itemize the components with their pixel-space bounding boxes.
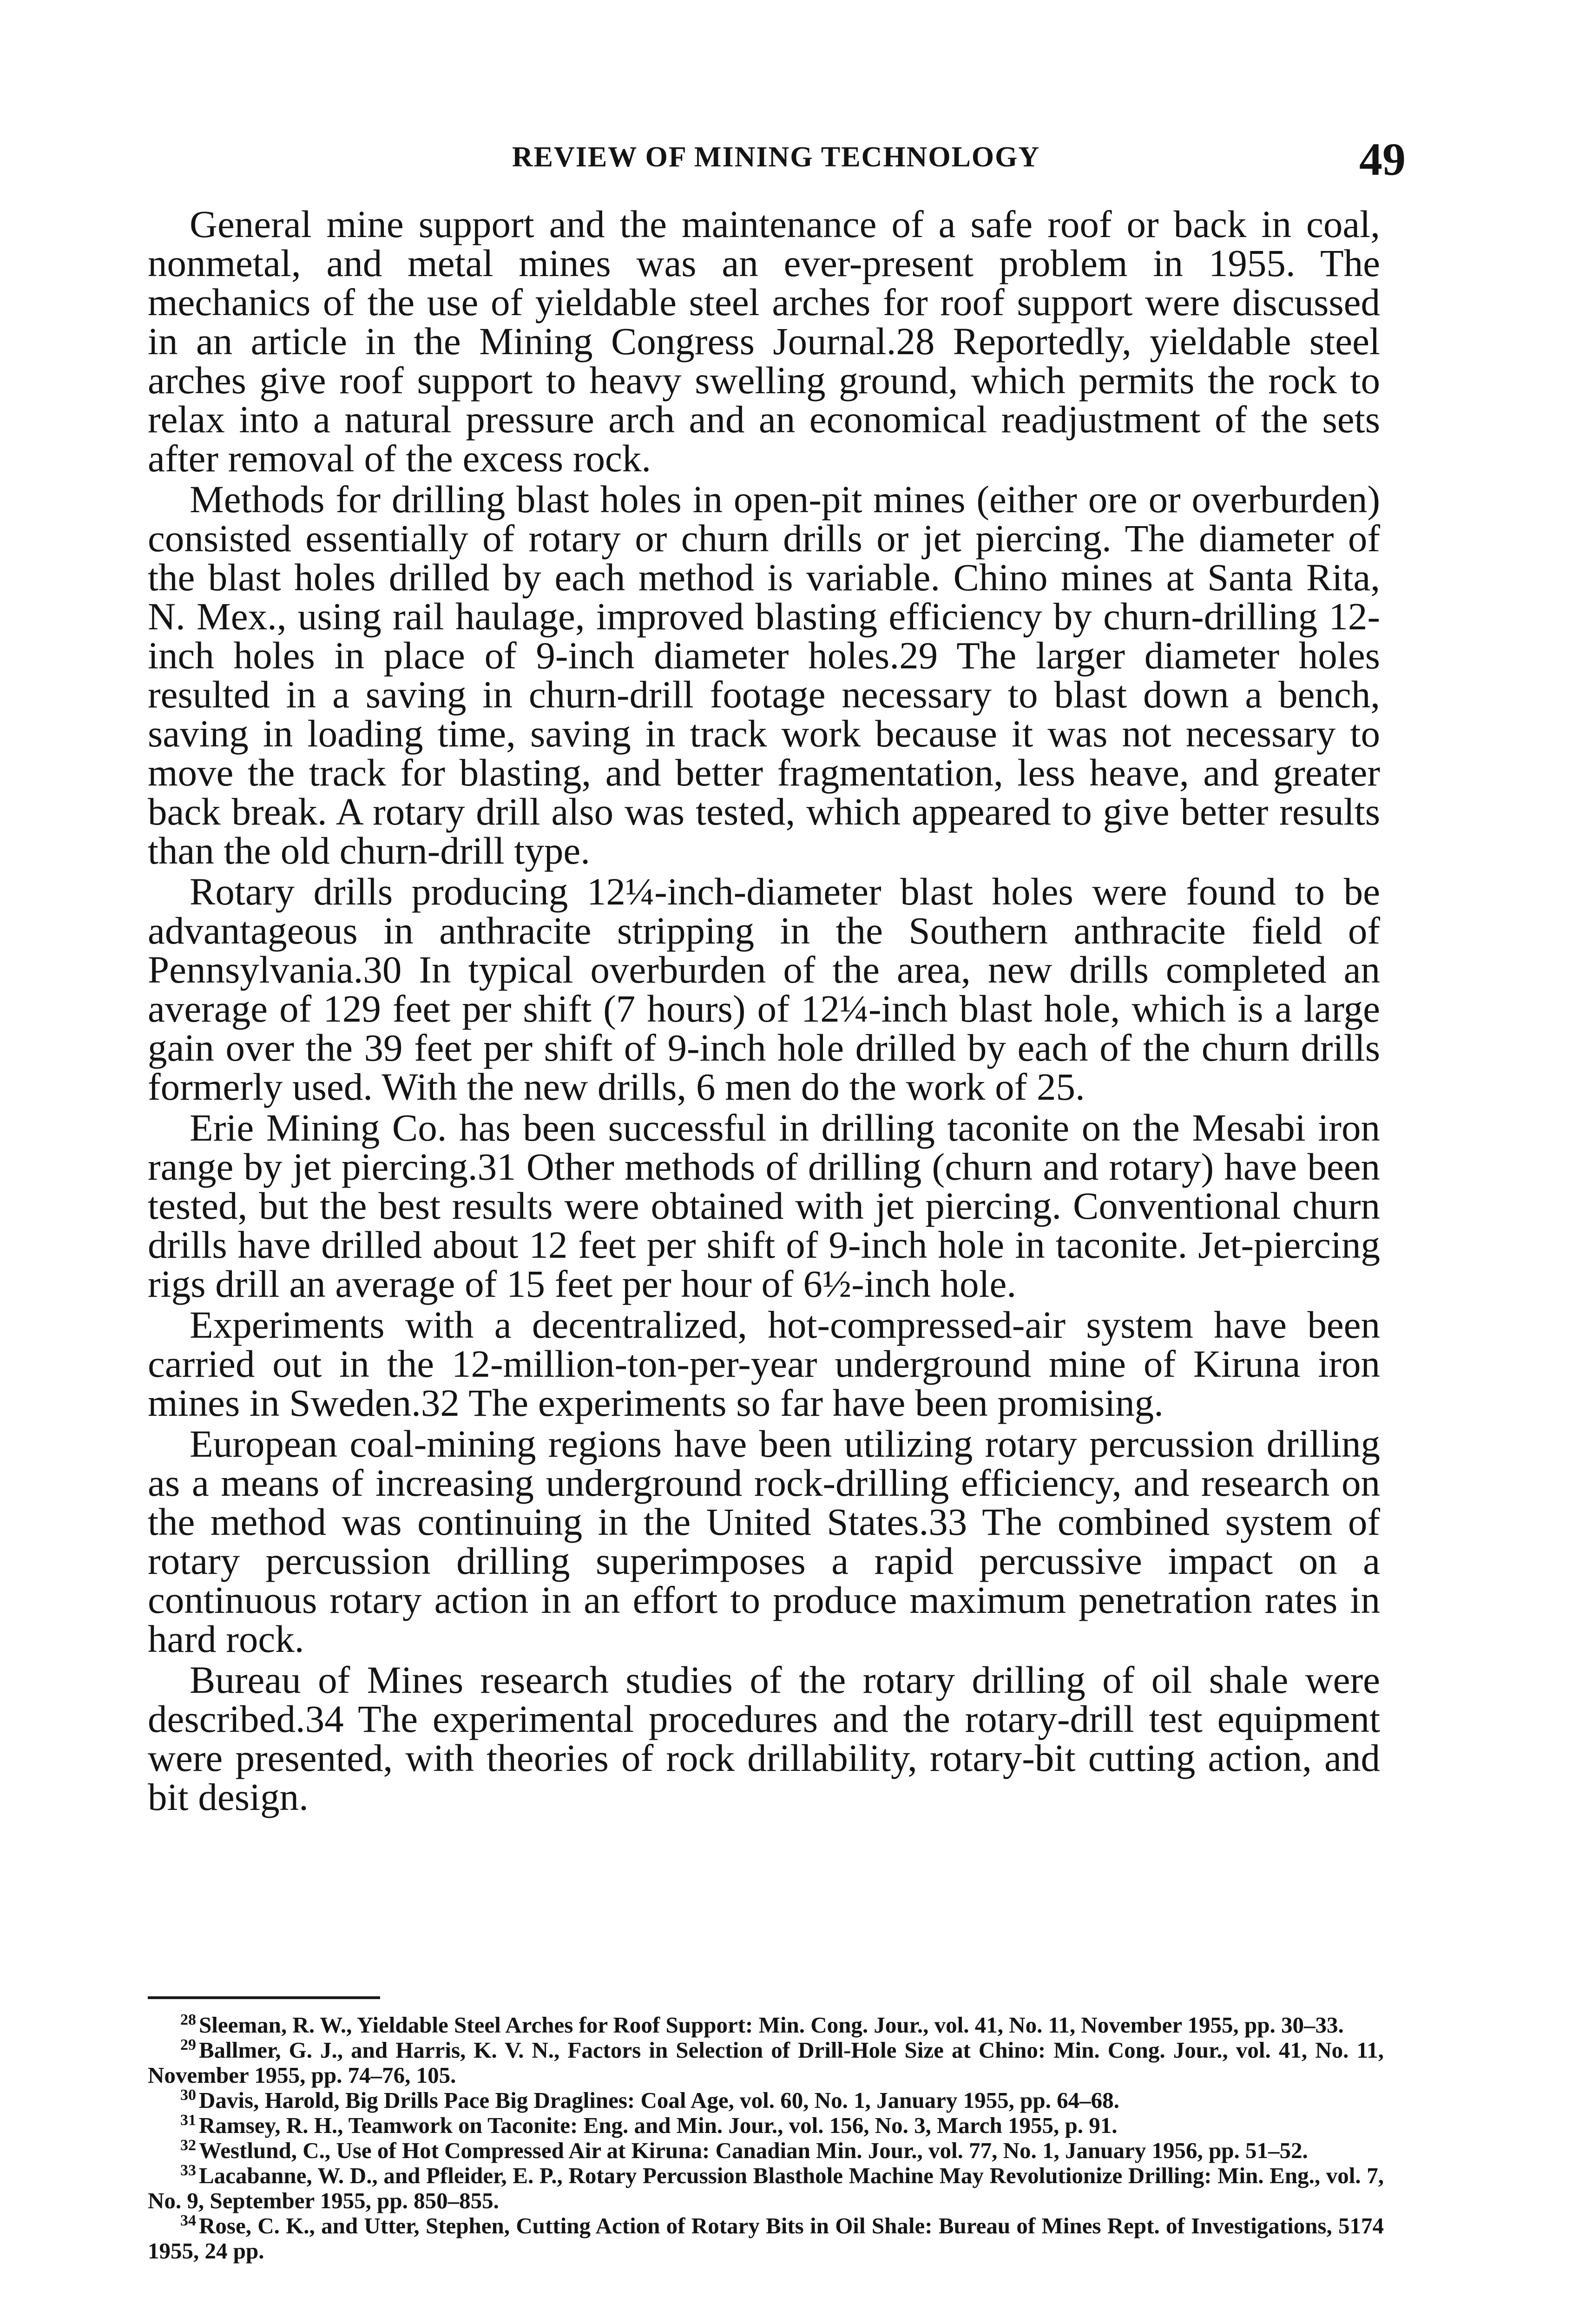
footnote-number: 30 — [180, 2086, 196, 2104]
footnote — [148, 2113, 1384, 2138]
footnote — [148, 2163, 1384, 2213]
footnote-number: 31 — [180, 2111, 196, 2129]
footnote-text: Sleeman, R. W., Yieldable Steel Arches for Roof Support: Min. Cong. Jour., vol. 41, No. 11, November 1955, pp. 30–33. — [199, 2012, 1344, 2038]
footnote-text: Rose, C. K., and Utter, Stephen, Cutting Action of Rotary Bits in Oil Shale: Bureau of Mines Rept. of Investigations, 5174 1955, 24 pp. — [148, 2213, 1384, 2264]
footnote — [148, 2138, 1384, 2163]
page-header — [146, 132, 1406, 184]
footnote — [148, 2213, 1384, 2264]
footnote-number: 33 — [180, 2161, 196, 2179]
paragraph-oil-shale: Bureau of Mines research studies of the rotary drilling of oil shale were described.34 The experimental procedures and the rotary-drill test equipment were presented, with theories of rock drillability, rotary-bit cutting action, and bit design. — [148, 1658, 1380, 1818]
page-number: 49 — [1359, 133, 1406, 185]
footnote-divider — [148, 1996, 380, 1999]
paragraph-rotary-percussion: European coal-mining regions have been utilizing rotary percussion drilling as a means of increasing underground rock-drilling efficiency, and research on the method was continuing in the United States.33 The combined system of rotary percussion drilling superimposes a rapid percussive impact on a continuous rotary action in an effort to produce maximum penetration rates in hard rock. — [148, 1422, 1380, 1660]
footnote — [148, 2088, 1384, 2113]
footnote-text: Ramsey, R. H., Teamwork on Taconite: Eng. and Min. Jour., vol. 156, No. 3, March 1955, p. 91. — [199, 2113, 1118, 2138]
paragraph-roof-support: General mine support and the maintenance of a safe roof or back in coal, nonmetal, and metal mines was an ever-present problem in 1955. The mechanics of the use of yieldable steel arches for roof support were discussed in an article in the Mining Congress Journal.28 Reportedly, yieldable steel arches give roof support to heavy swelling ground, which permits the rock to relax into a natural pressure arch and an economical readjustment of the sets after removal of the excess rock. — [148, 203, 1380, 480]
paragraph-compressed-air: Experiments with a decentralized, hot-compressed-air system have been carried out in the 12-million-ton-per-year underground mine of Kiruna iron mines in Sweden.32 The experiments so far have been promising. — [148, 1303, 1380, 1424]
footnote-number: 32 — [180, 2136, 196, 2154]
body-text — [148, 205, 1380, 1818]
footnote — [148, 2013, 1384, 2038]
footnote-number: 29 — [180, 2036, 196, 2053]
footnote-text: Westlund, C., Use of Hot Compressed Air at Kiruna: Canadian Min. Jour., vol. 77, No. 1, January 1956, pp. 51–52. — [199, 2138, 1308, 2163]
footnotes — [148, 2013, 1384, 2264]
paragraph-blast-holes: Methods for drilling blast holes in open-pit mines (either ore or overburden) consisted essentially of rotary or churn drills or jet piercing. The diameter of the blast holes drilled by each method is variable. Chino mines at Santa Rita, N. Mex., using rail haulage, improved blasting efficiency by churn-drilling 12-inch holes in place of 9-inch diameter holes.29 The larger diameter holes resulted in a saving in churn-drill footage necessary to blast down a bench, saving in loading time, saving in track work because it was not necessary to move the track for blasting, and better fragmentation, less heave, and greater back break. A rotary drill also was tested, which appeared to give better results than the old churn-drill type. — [148, 478, 1380, 872]
footnote-text: Ballmer, G. J., and Harris, K. V. N., Factors in Selection of Drill-Hole Size at Chino: Min. Cong. Jour., vol. 41, No. 11, November 1955, pp. 74–76, 105. — [148, 2037, 1384, 2088]
footnote-number: 28 — [180, 2011, 196, 2028]
footnote — [148, 2038, 1384, 2088]
footnote-text: Lacabanne, W. D., and Pfleider, E. P., Rotary Percussion Blasthole Machine May Revolutionize Drilling: Min. Eng., vol. 7, No. 9, September 1955, pp. 850–855. — [148, 2163, 1384, 2213]
footnote-text: Davis, Harold, Big Drills Pace Big Draglines: Coal Age, vol. 60, No. 1, January 1955, pp. 64–68. — [199, 2087, 1119, 2113]
paragraph-jet-piercing: Erie Mining Co. has been successful in drilling taconite on the Mesabi iron range by jet piercing.31 Other methods of drilling (churn and rotary) have been tested, but the best results were obtained with jet piercing. Conventional churn drills have drilled about 12 feet per shift of 9-inch hole in taconite. Jet-piercing rigs drill an average of 15 feet per hour of 6½-inch hole. — [148, 1106, 1380, 1305]
footnote-number: 34 — [180, 2212, 196, 2229]
running-title: REVIEW OF MINING TECHNOLOGY — [512, 141, 1040, 173]
paragraph-rotary-drills: Rotary drills producing 12¼-inch-diameter blast holes were found to be advantageous in anthracite stripping in the Southern anthracite field of Pennsylvania.30 In typical overburden of the area, new drills completed an average of 129 feet per shift (7 hours) of 12¼-inch blast hole, which is a large gain over the 39 feet per shift of 9-inch hole drilled by each of the churn drills formerly used. With the new drills, 6 men do the work of 25. — [148, 870, 1380, 1108]
